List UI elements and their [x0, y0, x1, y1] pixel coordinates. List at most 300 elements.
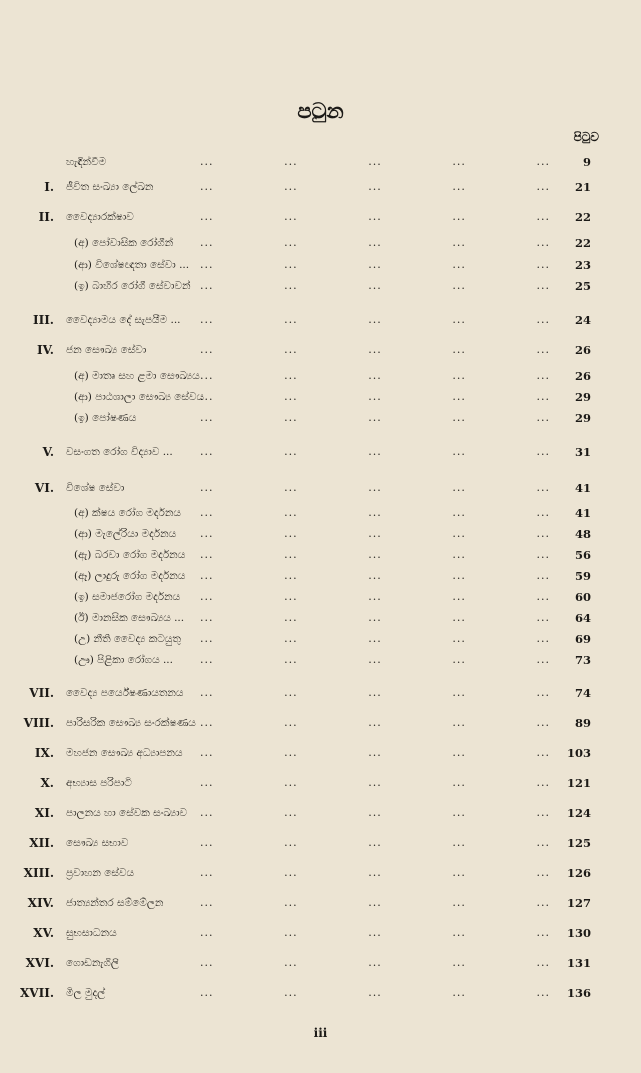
- toc-entry-title: ජන සෞඛ්‍ය සේවා: [66, 344, 147, 356]
- toc-page-number: 131: [566, 956, 591, 970]
- toc-row: [0, 746, 641, 764]
- leader-dot-group: ...: [200, 390, 214, 403]
- leader-dot-group: ...: [452, 481, 466, 494]
- leader-dot-group: ...: [200, 836, 214, 849]
- leader-dot-group: ...: [536, 527, 550, 540]
- leader-dot-group: ...: [368, 836, 382, 849]
- leader-dot-group: ...: [200, 279, 214, 292]
- leader-dot-group: ...: [200, 155, 214, 168]
- leader-dot-group: ...: [536, 956, 550, 969]
- toc-row: [0, 210, 641, 228]
- toc-page-number: 23: [574, 258, 591, 272]
- leader-dot-group: ...: [536, 506, 550, 519]
- toc-entry-title: වෛද්‍යාමය දේ සැපයීම ...: [66, 314, 181, 326]
- leader-dot-group: ...: [368, 279, 382, 292]
- leader-dot-group: ...: [368, 343, 382, 356]
- leader-dot-group: ...: [368, 313, 382, 326]
- chapter-number: VII.: [29, 686, 54, 700]
- toc-entry-title: මිල මුදල්: [66, 987, 106, 999]
- leader-dot-group: ...: [200, 481, 214, 494]
- leader-dot-group: ...: [536, 926, 550, 939]
- leader-dot-group: ...: [284, 686, 298, 699]
- leader-dot-group: ...: [368, 569, 382, 582]
- toc-row: [0, 548, 641, 566]
- leader-dot-group: ...: [536, 836, 550, 849]
- toc-page-number: 9: [582, 155, 591, 169]
- leader-dot-group: ...: [284, 445, 298, 458]
- chapter-number: XI.: [34, 806, 54, 820]
- leader-dot-group: ...: [284, 506, 298, 519]
- leader-dot-group: ...: [452, 611, 466, 624]
- leader-dot-group: ...: [452, 746, 466, 759]
- leader-dot-group: ...: [536, 210, 550, 223]
- toc-entry-title: (ආ) විශේෂඥතා සේවා ...: [74, 259, 190, 271]
- leader-dots: [190, 590, 560, 603]
- leader-dot-group: ...: [452, 180, 466, 193]
- leader-dot-group: ...: [284, 343, 298, 356]
- leader-dot-group: ...: [452, 369, 466, 382]
- leader-dot-group: ...: [200, 896, 214, 909]
- toc-entry-title: සුභසාධනය: [66, 927, 117, 939]
- leader-dot-group: ...: [368, 155, 382, 168]
- toc-page-number: 24: [574, 313, 591, 327]
- toc-page-number: 29: [574, 390, 591, 404]
- leader-dots: [190, 836, 560, 849]
- toc-row: [0, 776, 641, 794]
- leader-dot-group: ...: [368, 866, 382, 879]
- leader-dot-group: ...: [452, 506, 466, 519]
- toc-entry-title: වෛද්‍ය පර්යේෂණායතනය: [66, 687, 184, 699]
- chapter-number: VI.: [34, 481, 54, 495]
- toc-entry-title: (ඉ) බාහිර රෝගී සේවාවන්: [74, 280, 191, 292]
- leader-dots: [190, 527, 560, 540]
- leader-dots: [190, 776, 560, 789]
- leader-dot-group: ...: [200, 210, 214, 223]
- leader-dot-group: ...: [284, 632, 298, 645]
- leader-dot-group: ...: [200, 806, 214, 819]
- leader-dot-group: ...: [284, 836, 298, 849]
- toc-row: [0, 836, 641, 854]
- toc-row: [0, 926, 641, 944]
- leader-dot-group: ...: [284, 390, 298, 403]
- leader-dot-group: ...: [368, 506, 382, 519]
- toc-entry-title: වෛද්‍යාරක්ෂාව: [66, 211, 134, 223]
- leader-dot-group: ...: [284, 716, 298, 729]
- leader-dot-group: ...: [284, 411, 298, 424]
- leader-dot-group: ...: [200, 686, 214, 699]
- leader-dot-group: ...: [368, 180, 382, 193]
- toc-row: [0, 155, 641, 173]
- toc-entry-title: (ඉ) සමාජරෝග මර්දනය: [74, 591, 181, 603]
- leader-dot-group: ...: [536, 686, 550, 699]
- leader-dots: [190, 180, 560, 193]
- leader-dot-group: ...: [200, 866, 214, 879]
- toc-row: [0, 716, 641, 734]
- toc-row: [0, 653, 641, 671]
- toc-page-number: 48: [574, 527, 591, 541]
- leader-dot-group: ...: [200, 236, 214, 249]
- leader-dot-group: ...: [536, 611, 550, 624]
- toc-entry-title: ප්‍රවාහන සේවය: [66, 867, 135, 879]
- toc-page-number: 125: [566, 836, 591, 850]
- leader-dot-group: ...: [200, 343, 214, 356]
- leader-dot-group: ...: [536, 986, 550, 999]
- leader-dot-group: ...: [284, 611, 298, 624]
- toc-row: [0, 866, 641, 884]
- chapter-number: XII.: [29, 836, 54, 850]
- leader-dot-group: ...: [284, 896, 298, 909]
- leader-dots: [190, 236, 560, 249]
- chapter-number: V.: [42, 445, 54, 459]
- leader-dot-group: ...: [284, 236, 298, 249]
- leader-dots: [190, 548, 560, 561]
- leader-dots: [190, 632, 560, 645]
- leader-dot-group: ...: [200, 258, 214, 271]
- toc-page-number: 22: [574, 236, 591, 250]
- leader-dots: [190, 866, 560, 879]
- toc-row: [0, 956, 641, 974]
- toc-entry-title: පාරිසරික සෞඛ්‍ය සංරක්ෂණය: [66, 717, 196, 729]
- toc-row: [0, 236, 641, 254]
- toc-page-number: 69: [574, 632, 591, 646]
- leader-dot-group: ...: [452, 776, 466, 789]
- leader-dots: [190, 956, 560, 969]
- leader-dot-group: ...: [536, 180, 550, 193]
- leader-dots: [190, 313, 560, 326]
- chapter-number: XVII.: [19, 986, 54, 1000]
- leader-dot-group: ...: [536, 155, 550, 168]
- leader-dot-group: ...: [368, 390, 382, 403]
- toc-page-number: 64: [574, 611, 591, 625]
- toc-row: [0, 986, 641, 1004]
- leader-dot-group: ...: [368, 746, 382, 759]
- chapter-number: IX.: [34, 746, 54, 760]
- leader-dot-group: ...: [284, 986, 298, 999]
- leader-dot-group: ...: [284, 258, 298, 271]
- leader-dots: [190, 481, 560, 494]
- page-column-header: පිටුව: [573, 130, 599, 144]
- toc-page-number: 60: [574, 590, 591, 604]
- leader-dot-group: ...: [200, 926, 214, 939]
- toc-row: [0, 313, 641, 331]
- leader-dot-group: ...: [368, 716, 382, 729]
- toc-entry-title: (ඌ) පිළිකා රෝගය ...: [74, 654, 173, 666]
- toc-entry-title: (උ) නීති වෛද්‍ය කටයුතු: [74, 633, 181, 645]
- toc-row: [0, 481, 641, 499]
- chapter-number: I.: [44, 180, 54, 194]
- leader-dot-group: ...: [452, 390, 466, 403]
- toc-page-number: 124: [566, 806, 591, 820]
- toc-entry-title: ජාත්‍යන්තර සම්මේලන: [66, 897, 164, 909]
- leader-dot-group: ...: [200, 569, 214, 582]
- toc-page-number: 103: [566, 746, 591, 760]
- toc-entry-title: (අ) මාතෘ සහ ළමා සෞඛ්‍යය: [74, 370, 200, 382]
- chapter-number: XV.: [33, 926, 54, 940]
- toc-page-number: 31: [574, 445, 591, 459]
- leader-dot-group: ...: [536, 390, 550, 403]
- leader-dot-group: ...: [536, 481, 550, 494]
- toc-entry-title: පාලනය හා සේවක සංඛ්‍යාව: [66, 807, 188, 819]
- page-title: පටුන: [297, 98, 344, 123]
- leader-dots: [190, 210, 560, 223]
- chapter-number: IV.: [36, 343, 54, 357]
- leader-dot-group: ...: [368, 632, 382, 645]
- leader-dot-group: ...: [200, 445, 214, 458]
- leader-dot-group: ...: [368, 653, 382, 666]
- toc-row: [0, 686, 641, 704]
- leader-dot-group: ...: [284, 806, 298, 819]
- leader-dot-group: ...: [536, 776, 550, 789]
- leader-dot-group: ...: [284, 590, 298, 603]
- toc-entry-title: (ඇ) බරවා රෝග මර්දනය: [74, 549, 186, 561]
- leader-dot-group: ...: [452, 236, 466, 249]
- chapter-number: XIV.: [27, 896, 54, 910]
- leader-dots: [190, 258, 560, 271]
- leader-dot-group: ...: [452, 986, 466, 999]
- leader-dot-group: ...: [536, 653, 550, 666]
- leader-dot-group: ...: [368, 369, 382, 382]
- leader-dots: [190, 746, 560, 759]
- leader-dots: [190, 411, 560, 424]
- toc-page-number: 26: [574, 369, 591, 383]
- leader-dots: [190, 653, 560, 666]
- leader-dot-group: ...: [284, 926, 298, 939]
- toc-page-number: 56: [574, 548, 591, 562]
- leader-dot-group: ...: [284, 369, 298, 382]
- leader-dot-group: ...: [200, 506, 214, 519]
- leader-dot-group: ...: [284, 210, 298, 223]
- leader-dot-group: ...: [200, 611, 214, 624]
- leader-dot-group: ...: [200, 369, 214, 382]
- toc-row: [0, 611, 641, 629]
- toc-row: [0, 258, 641, 276]
- leader-dot-group: ...: [368, 956, 382, 969]
- toc-page-number: 41: [574, 506, 591, 520]
- toc-entry-title: වසංගත රෝග විද්‍යාව ...: [66, 446, 173, 458]
- toc-entry-title: (ඉ) පෝෂණය: [74, 412, 137, 424]
- leader-dot-group: ...: [536, 548, 550, 561]
- toc-page-number: 121: [566, 776, 591, 790]
- toc-page-number: 74: [574, 686, 591, 700]
- leader-dots: [190, 369, 560, 382]
- leader-dot-group: ...: [452, 343, 466, 356]
- leader-dots: [190, 445, 560, 458]
- toc-page-number: 73: [574, 653, 591, 667]
- toc-row: [0, 411, 641, 429]
- toc-row: [0, 632, 641, 650]
- toc-entry-title: (ඊ) මානසික සෞඛ්‍යය ...: [74, 612, 185, 624]
- leader-dots: [190, 155, 560, 168]
- toc-page-number: 25: [574, 279, 591, 293]
- leader-dot-group: ...: [536, 896, 550, 909]
- leader-dot-group: ...: [452, 411, 466, 424]
- toc-row: [0, 896, 641, 914]
- toc-entry-title: විශේෂ සේවා: [66, 482, 125, 494]
- leader-dots: [190, 611, 560, 624]
- leader-dot-group: ...: [452, 653, 466, 666]
- leader-dot-group: ...: [452, 313, 466, 326]
- toc-row: [0, 506, 641, 524]
- leader-dots: [190, 806, 560, 819]
- toc-row: [0, 343, 641, 361]
- leader-dot-group: ...: [452, 258, 466, 271]
- leader-dot-group: ...: [452, 527, 466, 540]
- leader-dot-group: ...: [200, 956, 214, 969]
- leader-dot-group: ...: [452, 155, 466, 168]
- leader-dot-group: ...: [452, 279, 466, 292]
- leader-dot-group: ...: [368, 210, 382, 223]
- leader-dot-group: ...: [284, 956, 298, 969]
- leader-dot-group: ...: [200, 746, 214, 759]
- leader-dot-group: ...: [200, 527, 214, 540]
- leader-dot-group: ...: [452, 548, 466, 561]
- toc-entry-title: (ඈ) ලාදුරු රෝග මර්දනය: [74, 570, 186, 582]
- leader-dot-group: ...: [368, 258, 382, 271]
- leader-dot-group: ...: [368, 806, 382, 819]
- leader-dot-group: ...: [200, 590, 214, 603]
- leader-dot-group: ...: [452, 686, 466, 699]
- leader-dot-group: ...: [536, 632, 550, 645]
- leader-dot-group: ...: [368, 411, 382, 424]
- leader-dot-group: ...: [452, 896, 466, 909]
- leader-dot-group: ...: [452, 866, 466, 879]
- toc-entry-title: (අ) පෝවාසික රෝගීන්: [74, 237, 174, 249]
- leader-dot-group: ...: [368, 776, 382, 789]
- toc-entry-title: අභ්‍යාස පරිපාටි: [66, 777, 132, 789]
- leader-dot-group: ...: [284, 279, 298, 292]
- toc-row: [0, 369, 641, 387]
- leader-dot-group: ...: [452, 632, 466, 645]
- toc-row: [0, 445, 641, 463]
- leader-dot-group: ...: [452, 445, 466, 458]
- toc-entry-title: මහජන සෞඛ්‍ය අධ්‍යාපනය: [66, 747, 183, 759]
- toc-page-number: 26: [574, 343, 591, 357]
- leader-dots: [190, 926, 560, 939]
- leader-dot-group: ...: [368, 590, 382, 603]
- leader-dot-group: ...: [368, 896, 382, 909]
- leader-dot-group: ...: [284, 866, 298, 879]
- toc-row: [0, 180, 641, 198]
- leader-dot-group: ...: [452, 569, 466, 582]
- leader-dot-group: ...: [368, 986, 382, 999]
- chapter-number: VIII.: [23, 716, 54, 730]
- leader-dot-group: ...: [536, 746, 550, 759]
- chapter-number: II.: [38, 210, 54, 224]
- toc-row: [0, 279, 641, 297]
- leader-dot-group: ...: [284, 653, 298, 666]
- chapter-number: III.: [32, 313, 54, 327]
- leader-dots: [190, 569, 560, 582]
- toc-page-number: 29: [574, 411, 591, 425]
- leader-dot-group: ...: [200, 986, 214, 999]
- leader-dot-group: ...: [284, 569, 298, 582]
- leader-dot-group: ...: [452, 926, 466, 939]
- leader-dots: [190, 506, 560, 519]
- leader-dot-group: ...: [536, 569, 550, 582]
- leader-dot-group: ...: [536, 716, 550, 729]
- leader-dot-group: ...: [368, 611, 382, 624]
- leader-dot-group: ...: [452, 590, 466, 603]
- leader-dot-group: ...: [536, 369, 550, 382]
- toc-page-number: 130: [566, 926, 591, 940]
- leader-dots: [190, 390, 560, 403]
- leader-dot-group: ...: [368, 236, 382, 249]
- leader-dot-group: ...: [284, 527, 298, 540]
- leader-dot-group: ...: [368, 445, 382, 458]
- leader-dot-group: ...: [368, 926, 382, 939]
- leader-dot-group: ...: [284, 180, 298, 193]
- leader-dot-group: ...: [536, 590, 550, 603]
- toc-row: [0, 569, 641, 587]
- leader-dot-group: ...: [536, 313, 550, 326]
- leader-dot-group: ...: [284, 548, 298, 561]
- leader-dot-group: ...: [284, 776, 298, 789]
- chapter-number: X.: [40, 776, 54, 790]
- leader-dot-group: ...: [368, 686, 382, 699]
- leader-dots: [190, 279, 560, 292]
- chapter-number: XVI.: [25, 956, 54, 970]
- toc-page-number: 41: [574, 481, 591, 495]
- leader-dot-group: ...: [368, 548, 382, 561]
- toc-entry-title: ජීවිත සංඛ්‍යා ලේඛන: [66, 181, 154, 193]
- leader-dots: [190, 343, 560, 356]
- leader-dot-group: ...: [284, 313, 298, 326]
- leader-dot-group: ...: [200, 653, 214, 666]
- toc-row: [0, 390, 641, 408]
- leader-dot-group: ...: [536, 343, 550, 356]
- leader-dot-group: ...: [284, 746, 298, 759]
- toc-entry-title: (අ) ක්ෂය රෝග මර්දනය: [74, 507, 181, 519]
- toc-entry-title: (ආ) පාඨශාලා සෞඛ්‍ය සේවය: [74, 391, 205, 403]
- leader-dot-group: ...: [536, 445, 550, 458]
- toc-entry-title: හැඳින්වීම: [66, 156, 107, 168]
- toc-entry-title: ගොඩනැගිලි: [66, 957, 119, 969]
- leader-dots: [190, 896, 560, 909]
- toc-page-number: 59: [574, 569, 591, 583]
- leader-dot-group: ...: [200, 632, 214, 645]
- toc-row: [0, 806, 641, 824]
- toc-entry-title: (ආ) මැලේරියා මර්දනය: [74, 528, 177, 540]
- leader-dot-group: ...: [536, 866, 550, 879]
- toc-page-number: 136: [566, 986, 591, 1000]
- leader-dot-group: ...: [452, 716, 466, 729]
- leader-dot-group: ...: [452, 956, 466, 969]
- toc-row: [0, 590, 641, 608]
- toc-page-number: 126: [566, 866, 591, 880]
- leader-dot-group: ...: [452, 210, 466, 223]
- leader-dot-group: ...: [200, 716, 214, 729]
- toc-page-number: 22: [574, 210, 591, 224]
- toc-entry-title: සෞඛ්‍ය සභාව: [66, 837, 129, 849]
- chapter-number: XIII.: [23, 866, 54, 880]
- leader-dot-group: ...: [200, 776, 214, 789]
- toc-page-number: 21: [574, 180, 591, 194]
- leader-dot-group: ...: [536, 258, 550, 271]
- leader-dot-group: ...: [536, 236, 550, 249]
- leader-dot-group: ...: [536, 806, 550, 819]
- leader-dots: [190, 986, 560, 999]
- leader-dot-group: ...: [284, 155, 298, 168]
- leader-dot-group: ...: [200, 180, 214, 193]
- leader-dot-group: ...: [536, 411, 550, 424]
- leader-dot-group: ...: [452, 806, 466, 819]
- page-number: iii: [313, 1026, 328, 1040]
- leader-dot-group: ...: [452, 836, 466, 849]
- leader-dots: [190, 686, 560, 699]
- leader-dots: [190, 716, 560, 729]
- leader-dot-group: ...: [200, 411, 214, 424]
- leader-dot-group: ...: [200, 548, 214, 561]
